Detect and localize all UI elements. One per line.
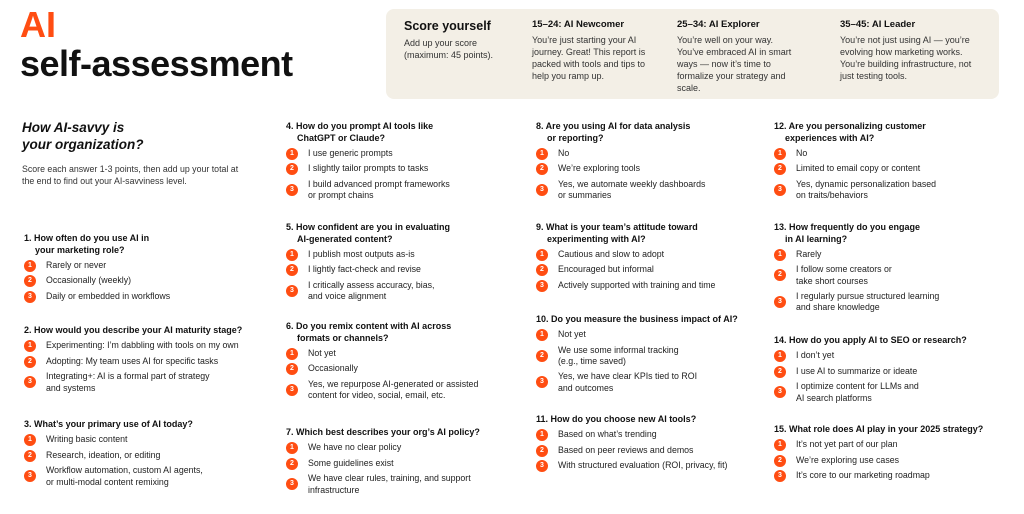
answer-text: Yes, we automate weekly dashboards or summaries [558, 178, 706, 200]
answer-text: Workflow automation, custom AI agents, or multi-modal content remixing [46, 465, 203, 487]
question-15 [774, 424, 1009, 482]
intro [22, 119, 262, 187]
answer-option[interactable] [286, 363, 521, 375]
question-text: 4. How do you prompt AI tools like ChatGPT or Claude? [286, 121, 434, 143]
answer-option[interactable] [774, 179, 1009, 202]
question-text: 3. What’s your primary use of AI today? [24, 419, 193, 429]
answer-option[interactable] [286, 442, 521, 454]
answer-text: I lightly fact-check and revise [308, 264, 421, 274]
answer-text: Occasionally [308, 363, 358, 373]
answer-option[interactable] [24, 450, 259, 462]
score-badge: 3 [774, 296, 786, 308]
question-3 [24, 419, 259, 488]
answer-option[interactable] [774, 291, 1009, 314]
tier-title: 15–24: AI Newcomer [532, 19, 625, 30]
answer-text: It’s not yet part of our plan [796, 439, 898, 449]
score-badge: 1 [24, 260, 36, 272]
score-badge: 2 [286, 363, 298, 375]
score-badge: 3 [24, 376, 36, 388]
score-badge: 1 [536, 148, 548, 160]
answer-option[interactable] [536, 445, 771, 457]
title-ai: AI [20, 4, 56, 45]
page-title [20, 6, 293, 84]
answer-option[interactable] [536, 264, 771, 276]
answer-text: Experimenting: I’m dabbling with tools on my own [46, 340, 239, 350]
score-badge: 2 [536, 445, 548, 457]
score-tier-newcomer [532, 19, 657, 82]
answer-text: Adopting: My team uses AI for specific tasks [46, 355, 219, 366]
score-badge: 2 [536, 264, 548, 276]
answer-text: Daily or embedded in workflows [46, 290, 171, 301]
answer-text: Not yet [308, 347, 336, 358]
question-text: 9. What is your team’s attitude toward experimenting with AI? [536, 222, 698, 244]
answer-text: Encouraged but informal [558, 264, 654, 274]
score-badge: 1 [774, 249, 786, 261]
answer-option[interactable] [24, 465, 259, 488]
score-intro [404, 19, 514, 61]
score-badge: 3 [536, 184, 548, 196]
answer-text: Actively supported with training and time [558, 279, 716, 290]
intro-heading: How AI-savvy is your organization? [22, 120, 144, 152]
answer-text: Occasionally (weekly) [46, 275, 132, 285]
answer-text: I critically assess accuracy, bias, and voice alignment [308, 279, 435, 301]
answer-text: Writing basic content [46, 434, 128, 444]
answer-option[interactable] [536, 371, 771, 394]
question-14 [774, 335, 1009, 404]
answer-option[interactable] [24, 356, 259, 368]
answer-option[interactable] [24, 291, 259, 303]
answer-text: Integrating+: AI is a formal part of strategy and systems [46, 371, 210, 393]
question-8 [536, 121, 771, 202]
score-badge: 3 [286, 384, 298, 396]
tier-body: You’re just starting your AI journey. Great! This report is packed with tools and tips to help you ramp up. [532, 35, 646, 81]
score-badge: 3 [286, 285, 298, 297]
question-12 [774, 121, 1009, 202]
score-badge: 2 [536, 350, 548, 362]
answer-text: We have clear rules, training, and support infrastructure [308, 473, 471, 495]
title-self-assessment: self-assessment [20, 43, 293, 84]
answer-option[interactable] [774, 439, 1009, 451]
score-badge: 2 [24, 356, 36, 368]
question-text: 12. Are you personalizing customer experiences with AI? [774, 121, 926, 143]
answer-option[interactable] [536, 329, 771, 341]
answer-option[interactable] [24, 371, 259, 394]
answer-text: I optimize content for LLMs and AI search platforms [796, 381, 919, 403]
score-badge: 1 [536, 329, 548, 341]
question-text: 10. Do you measure the business impact of AI? [536, 314, 738, 324]
answer-option[interactable] [286, 280, 521, 303]
question-6 [286, 321, 521, 402]
question-13 [774, 222, 1009, 314]
score-badge: 1 [536, 429, 548, 441]
score-badge: 2 [774, 163, 786, 175]
answer-option[interactable] [536, 148, 771, 160]
answer-text: Not yet [558, 329, 586, 339]
answer-option[interactable] [536, 280, 771, 292]
score-tier-leader [840, 19, 978, 82]
score-badge: 1 [774, 148, 786, 160]
question-text: 7. Which best describes your org’s AI policy? [286, 427, 480, 437]
score-badge: 3 [536, 460, 548, 472]
answer-option[interactable] [536, 179, 771, 202]
score-badge: 1 [286, 348, 298, 360]
answer-text: I publish most outputs as-is [308, 248, 415, 259]
answer-text: Yes, dynamic personalization based on traits/behaviors [796, 178, 937, 200]
answer-option[interactable] [536, 249, 771, 261]
question-text: 13. How frequently do you engage in AI learning? [774, 222, 921, 244]
question-text: 5. How confident are you in evaluating AI-generated content? [286, 222, 451, 244]
intro-description: Score each answer 1-3 points, then add up your total at the end to find out your AI-savviness level. [22, 164, 239, 186]
answer-text: I use AI to summarize or ideate [796, 365, 918, 376]
score-badge: 2 [774, 366, 786, 378]
answer-option[interactable] [24, 275, 259, 287]
answer-option[interactable] [774, 264, 1009, 287]
question-text: 11. How do you choose new AI tools? [536, 414, 697, 424]
answer-option[interactable] [286, 348, 521, 360]
question-text: 2. How would you describe your AI maturity stage? [24, 325, 243, 335]
answer-text: I don’t yet [796, 350, 835, 360]
score-badge: 2 [24, 450, 36, 462]
score-badge: 2 [24, 275, 36, 287]
score-badge: 3 [286, 478, 298, 490]
answer-text: I slightly tailor prompts to tasks [308, 163, 429, 173]
score-badge: 2 [774, 269, 786, 281]
score-badge: 3 [774, 386, 786, 398]
question-1 [24, 233, 259, 303]
question-text: 1. How often do you use AI in your marketing role? [24, 233, 150, 255]
answer-option[interactable] [286, 458, 521, 470]
answer-option[interactable] [24, 434, 259, 446]
score-badge: 2 [286, 163, 298, 175]
answer-text: No [558, 147, 570, 158]
answer-text: Rarely [796, 248, 822, 259]
answer-text: Limited to email copy or content [796, 163, 921, 173]
answer-option[interactable] [774, 249, 1009, 261]
score-badge: 3 [24, 291, 36, 303]
answer-text: Based on what’s trending [558, 429, 657, 439]
score-badge: 1 [24, 340, 36, 352]
question-7 [286, 427, 521, 496]
answer-option[interactable] [286, 163, 521, 175]
tier-title: 25–34: AI Explorer [677, 19, 760, 30]
score-badge: 1 [286, 249, 298, 261]
score-badge: 3 [24, 470, 36, 482]
question-text: 6. Do you remix content with AI across formats or channels? [286, 321, 452, 343]
score-heading: Score yourself [404, 19, 491, 33]
answer-text: With structured evaluation (ROI, privacy, fit) [558, 460, 728, 470]
answer-text: We’re exploring tools [558, 163, 640, 173]
answer-text: No [796, 147, 808, 158]
answer-option[interactable] [24, 260, 259, 272]
score-badge: 2 [536, 163, 548, 175]
answer-option[interactable] [774, 366, 1009, 378]
answer-option[interactable] [536, 163, 771, 175]
score-badge: 1 [774, 350, 786, 362]
question-text: 8. Are you using AI for data analysis or reporting? [536, 121, 691, 143]
answer-option[interactable] [286, 379, 521, 402]
answer-option[interactable] [286, 249, 521, 261]
score-badge: 1 [536, 249, 548, 261]
answer-text: Based on peer reviews and demos [558, 444, 694, 455]
answer-option[interactable] [286, 179, 521, 202]
answer-text: Some guidelines exist [308, 457, 394, 468]
question-5 [286, 222, 521, 303]
answer-text: We use some informal tracking (e.g., time saved) [558, 344, 679, 366]
score-tier-explorer [677, 19, 802, 94]
score-badge: 3 [536, 376, 548, 388]
answer-text: Rarely or never [46, 259, 107, 270]
question-4 [286, 121, 521, 202]
answer-text: We’re exploring use cases [796, 454, 900, 465]
answer-text: It’s core to our marketing roadmap [796, 470, 930, 480]
answer-text: I use generic prompts [308, 147, 393, 158]
score-badge: 1 [286, 148, 298, 160]
score-badge: 3 [286, 184, 298, 196]
answer-option[interactable] [286, 473, 521, 496]
score-badge: 1 [286, 442, 298, 454]
answer-text: Yes, we repurpose AI-generated or assisted content for video, social, email, etc. [308, 378, 479, 400]
answer-option[interactable] [536, 460, 771, 472]
score-badge: 2 [286, 458, 298, 470]
answer-option[interactable] [774, 455, 1009, 467]
answer-text: I follow some creators or take short courses [796, 264, 892, 286]
answer-text: Yes, we have clear KPIs tied to ROI and outcomes [558, 371, 698, 393]
score-badge: 2 [286, 264, 298, 276]
answer-option[interactable] [774, 381, 1009, 404]
answer-option[interactable] [24, 340, 259, 352]
answer-text: I build advanced prompt frameworks or prompt chains [308, 178, 450, 200]
answer-text: Cautious and slow to adopt [558, 248, 665, 259]
answer-text: I regularly pursue structured learning and share knowledge [796, 290, 940, 312]
answer-option[interactable] [774, 350, 1009, 362]
score-badge: 3 [774, 184, 786, 196]
question-text: 14. How do you apply AI to SEO or research? [774, 335, 967, 345]
tier-body: You’re not just using AI — you’re evolving how marketing works. You’re building infrastructure, not just testing tools. [840, 35, 972, 81]
answer-option[interactable] [536, 345, 771, 368]
score-body: Add up your score (maximum: 45 points). [404, 38, 494, 60]
answer-option[interactable] [536, 429, 771, 441]
score-badge: 3 [774, 470, 786, 482]
score-badge: 3 [536, 280, 548, 292]
answer-option[interactable] [286, 148, 521, 160]
tier-title: 35–45: AI Leader [840, 19, 916, 30]
score-badge: 1 [24, 434, 36, 446]
score-badge: 1 [774, 439, 786, 451]
answer-text: We have no clear policy [308, 442, 402, 452]
answer-text: Research, ideation, or editing [46, 449, 161, 460]
question-9 [536, 222, 771, 292]
answer-option[interactable] [774, 148, 1009, 160]
question-10 [536, 314, 771, 394]
score-panel [386, 9, 999, 99]
answer-option[interactable] [286, 264, 521, 276]
answer-option[interactable] [774, 163, 1009, 175]
question-2 [24, 325, 259, 394]
question-text: 15. What role does AI play in your 2025 strategy? [774, 424, 984, 434]
score-badge: 2 [774, 455, 786, 467]
tier-body: You’re well on your way. You’ve embraced AI in smart ways — now it’s time to formalize your strategy and scale. [677, 35, 792, 93]
question-11 [536, 414, 771, 472]
answer-option[interactable] [774, 470, 1009, 482]
